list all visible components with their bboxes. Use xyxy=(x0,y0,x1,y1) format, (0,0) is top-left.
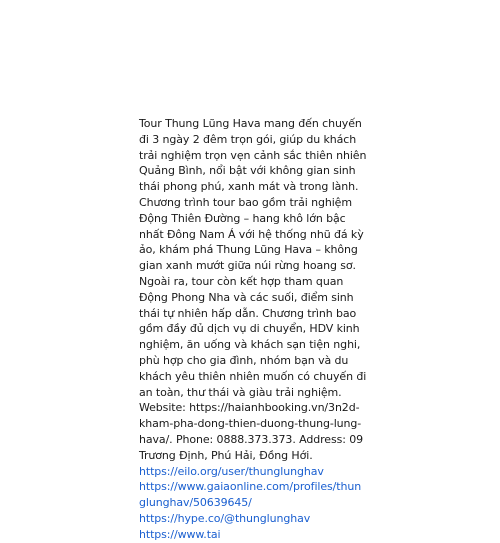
link-eilo[interactable]: https://eilo.org/user/thunglunghav xyxy=(139,464,324,478)
link-gaiaonline[interactable]: https://www.gaiaonline.com/profiles/thunglunghav/50639645/ xyxy=(139,480,362,510)
link-hype[interactable]: https://hype.co/@thunglunghav xyxy=(139,511,311,525)
tour-description: Tour Thung Lũng Hava mang đến chuyến đi 3 ngày 2 đêm trọn gói, giúp du khách trải nghiệm trọn vẹn cảnh sắc thiên nhiên Quảng Bình, nổi bật với không gian sinh thái phong phú, xanh mát và trong lành. Chương trình tour bao gồm trải nghiệm Động Thiên Đường – hang khô lớn bậc nhất Đông Nam Á với hệ thống nhũ đá kỳ ảo, khám phá Thung Lũng Hava – không gian xanh mướt giữa núi rừng hoang sơ. Ngoài ra, tour còn kết hợp tham quan Động Phong Nha và các suối, điểm sinh thái tự nhiên hấp dẫn. Chương trình bao gồm đầy đủ dịch vụ di chuyển, HDV kinh nghiệm, ăn uống và khách sạn tiện nghi, phù hợp cho gia đình, nhóm bạn và du khách yêu thiên nhiên muốn có chuyến đi an toàn, thư thái và giàu trải nghiệm. Website: https://haianhbooking.vn/3n2d-kham-pha-dong-thien-duong-thung-lung-hava/. Phone: 0888.373.373. Address: 09 Trương Định, Phú Hải, Đồng Hới. xyxy=(139,117,367,462)
profile-bio xyxy=(139,116,367,541)
link-partial[interactable]: https://www.tai xyxy=(139,527,221,541)
